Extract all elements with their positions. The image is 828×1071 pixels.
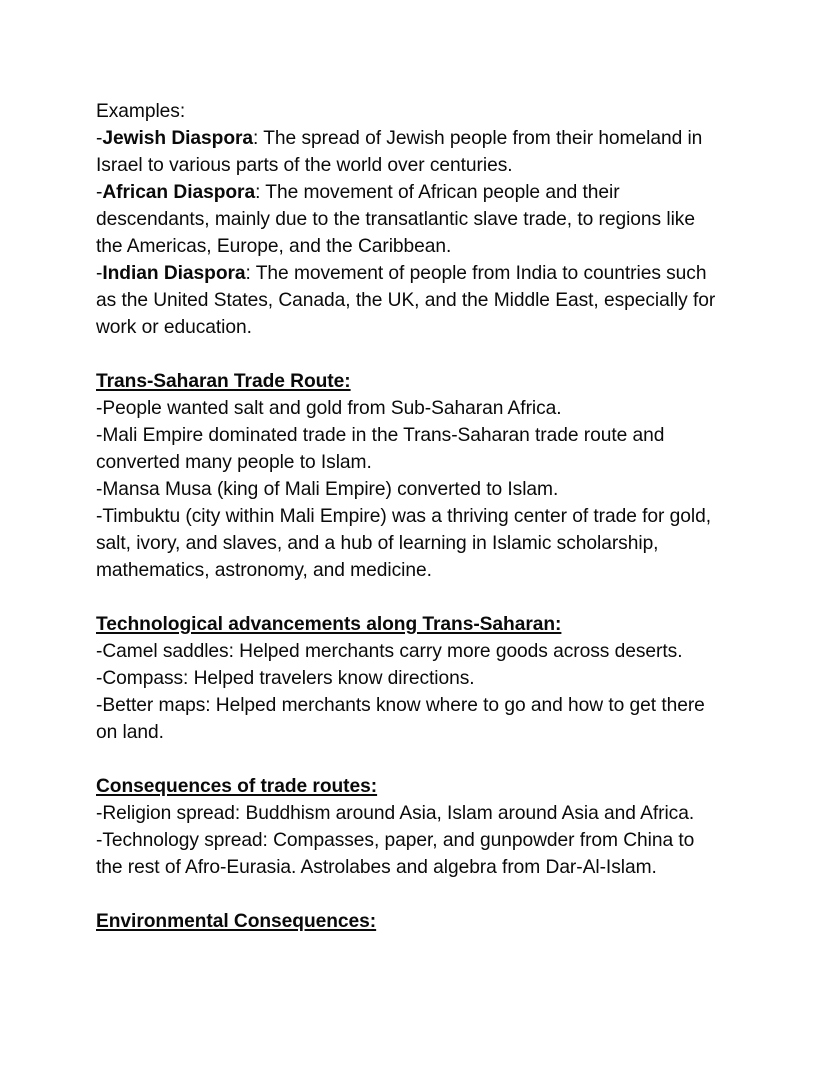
line-text: -Better maps: Helped merchants know where to go and how to get there on land. [96,695,705,743]
tech-item-1 [96,638,724,665]
section-heading: Technological advancements along Trans-Saharan: [96,614,562,635]
document-body [96,98,724,935]
line-text: -Compass: Helped travelers know directions. [96,668,475,689]
line-text: : The movement of African people and their descendants, mainly due to the transatlantic slave trade, to regions like the Americas, Europe, and the Caribbean. [96,182,695,257]
examples-label [96,98,724,125]
line-text: -Camel saddles: Helped merchants carry more goods across deserts. [96,641,683,662]
term-label: Indian Diaspora [102,263,246,284]
examples-block [96,98,724,341]
trans-saharan-item-1 [96,395,724,422]
trans-saharan-item-3 [96,476,724,503]
trans-saharan-block [96,368,724,584]
section-heading-row [96,611,724,638]
line-text: -People wanted salt and gold from Sub-Saharan Africa. [96,398,562,419]
line-text: Examples: [96,101,186,122]
consequences-item-2 [96,827,724,881]
term-label: Jewish Diaspora [102,128,254,149]
section-heading: Consequences of trade routes: [96,776,378,797]
environmental-block [96,908,724,935]
trans-saharan-item-2 [96,422,724,476]
consequences-item-1 [96,800,724,827]
section-heading: Environmental Consequences: [96,911,377,932]
section-heading-row [96,368,724,395]
section-heading: Trans-Saharan Trade Route: [96,371,351,392]
line-text: -Mansa Musa (king of Mali Empire) converted to Islam. [96,479,559,500]
line-text: -Mali Empire dominated trade in the Trans-Saharan trade route and converted many people to Islam. [96,425,665,473]
consequences-block [96,773,724,881]
tech-item-2 [96,665,724,692]
line-text: -Religion spread: Buddhism around Asia, Islam around Asia and Africa. [96,803,695,824]
tech-item-3 [96,692,724,746]
jewish-diaspora-item [96,125,724,179]
line-text: : The movement of people from India to countries such as the United States, Canada, the UK, and the Middle East, especially for work or education. [96,263,716,338]
trans-saharan-item-4 [96,503,724,584]
section-heading-row [96,773,724,800]
line-text: -Technology spread: Compasses, paper, and gunpowder from China to the rest of Afro-Eurasia. Astrolabes and algebra from Dar-Al-Islam. [96,830,695,878]
list-dash: - [96,128,103,149]
list-dash: - [96,182,103,203]
section-heading-row [96,908,724,935]
tech-advancements-block [96,611,724,746]
indian-diaspora-item [96,260,724,341]
line-text: -Timbuktu (city within Mali Empire) was a thriving center of trade for gold, salt, ivory, and slaves, and a hub of learning in Islamic scholarship, mathematics, astronomy, and medicine. [96,506,712,581]
african-diaspora-item [96,179,724,260]
list-dash: - [96,263,103,284]
term-label: African Diaspora [102,182,256,203]
line-text: : The spread of Jewish people from their homeland in Israel to various parts of the world over centuries. [96,128,703,176]
